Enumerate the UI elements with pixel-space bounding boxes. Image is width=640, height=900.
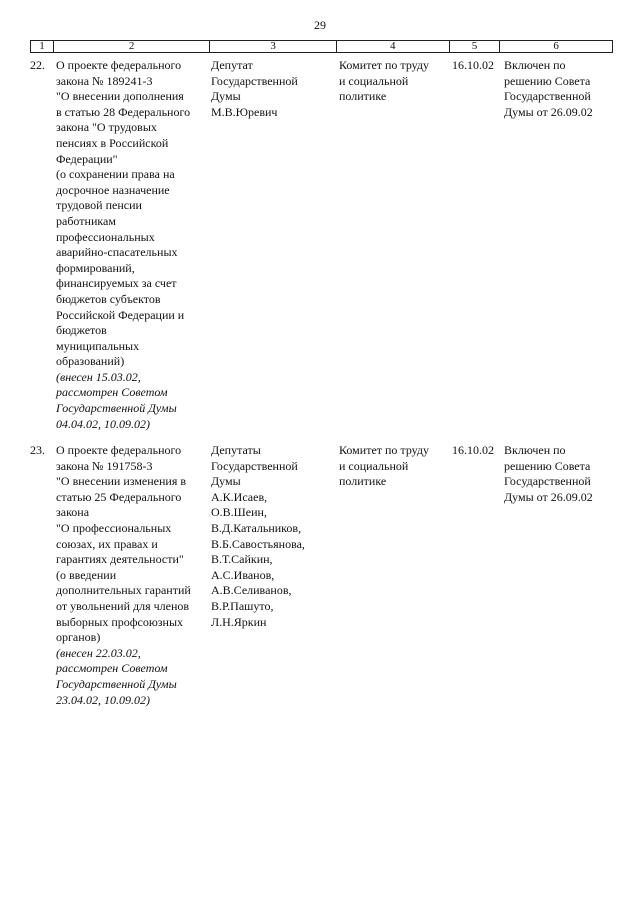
- text-line: и социальной: [339, 73, 409, 88]
- bill-authors: [211, 58, 331, 120]
- header-col-1: 1: [31, 41, 54, 52]
- text-line: трудовой пенсии: [56, 198, 142, 213]
- text-line: Государственной: [504, 89, 591, 104]
- text-line: Государственной: [211, 73, 298, 88]
- bill-note-line: (внесен 15.03.02,: [56, 369, 141, 384]
- bill-note-line: Государственной Думы: [56, 676, 177, 691]
- entry-status: [504, 443, 612, 505]
- text-line: от увольнений для членов: [56, 598, 190, 613]
- entry-number: 23.: [30, 443, 45, 457]
- text-line: закона № 189241-3: [56, 73, 153, 88]
- text-line: Включен по: [504, 443, 566, 457]
- text-line: Российской Федерации и: [56, 307, 185, 322]
- text-line: решению Совета: [504, 458, 591, 473]
- bill-authors: [211, 443, 331, 630]
- text-line: О.В.Шеин,: [211, 505, 267, 520]
- text-line: Депутат: [211, 58, 253, 72]
- text-line: бюджетов субъектов: [56, 291, 161, 306]
- text-line: образований): [56, 354, 125, 369]
- text-line: закона: [56, 505, 90, 520]
- table-header: [30, 40, 613, 53]
- text-line: решению Совета: [504, 73, 591, 88]
- text-line: Л.Н.Яркин: [211, 614, 267, 629]
- text-line: Думы: [211, 474, 241, 489]
- bill-note-line: 04.04.02, 10.09.02): [56, 416, 150, 431]
- text-line: пенсиях в Российской: [56, 135, 169, 150]
- text-line: досрочное назначение: [56, 182, 170, 197]
- text-line: А.К.Исаев,: [211, 489, 268, 504]
- bill-title: [56, 443, 208, 708]
- text-line: статью 25 Федерального: [56, 489, 182, 504]
- text-line: (о введении: [56, 567, 117, 582]
- bill-note-line: (внесен 22.03.02,: [56, 645, 141, 660]
- text-line: в статью 28 Федерального: [56, 104, 191, 119]
- text-line: О проекте федерального: [56, 58, 182, 72]
- entry-number: 22.: [30, 58, 45, 72]
- text-line: политике: [339, 474, 387, 489]
- text-line: Государственной: [211, 458, 298, 473]
- header-col-2: 2: [54, 41, 210, 52]
- text-line: дополнительных гарантий: [56, 583, 191, 598]
- text-line: формирований,: [56, 260, 135, 275]
- header-col-4: 4: [337, 41, 450, 52]
- text-line: "О внесении изменения в: [56, 474, 187, 489]
- text-line: "О профессиональных: [56, 520, 172, 535]
- text-line: "О внесении дополнения: [56, 89, 184, 104]
- text-line: Думы от 26.09.02: [504, 489, 593, 504]
- text-line: закона № 191758-3: [56, 458, 153, 473]
- entry-status: [504, 58, 612, 120]
- bill-note-line: рассмотрен Советом: [56, 661, 168, 676]
- text-line: А.С.Иванов,: [211, 567, 275, 582]
- header-col-5: 5: [450, 41, 501, 52]
- text-line: Федерации": [56, 151, 118, 166]
- text-line: работникам: [56, 213, 116, 228]
- text-line: Государственной: [504, 474, 591, 489]
- text-line: Комитет по труду: [339, 443, 430, 457]
- header-col-6: 6: [553, 40, 559, 52]
- text-line: В.Т.Сайкин,: [211, 552, 273, 567]
- text-line: муниципальных: [56, 338, 140, 353]
- text-line: А.В.Селиванов,: [211, 583, 292, 598]
- text-line: Думы от 26.09.02: [504, 104, 593, 119]
- text-line: союзах, их правах и: [56, 536, 158, 551]
- text-line: О проекте федерального: [56, 443, 182, 457]
- text-line: (о сохранении права на: [56, 167, 175, 182]
- responsible-committee: [339, 58, 449, 105]
- text-line: выборных профсоюзных: [56, 614, 184, 629]
- text-line: В.Б.Савостьянова,: [211, 536, 305, 551]
- entry-date: 16.10.02: [452, 58, 494, 72]
- text-line: В.Р.Пашуто,: [211, 598, 274, 613]
- text-line: профессиональных: [56, 229, 155, 244]
- text-line: В.Д.Катальников,: [211, 520, 302, 535]
- text-line: органов): [56, 630, 101, 645]
- bill-title: [56, 58, 208, 432]
- responsible-committee: [339, 443, 449, 490]
- text-line: политике: [339, 89, 387, 104]
- text-line: Комитет по труду: [339, 58, 430, 72]
- text-line: М.В.Юревич: [211, 104, 278, 119]
- text-line: Депутаты: [211, 443, 261, 457]
- text-line: и социальной: [339, 458, 409, 473]
- text-line: финансируемых за счет: [56, 276, 177, 291]
- header-col-3: 3: [210, 41, 337, 52]
- bill-note-line: Государственной Думы: [56, 401, 177, 416]
- bill-note-line: 23.04.02, 10.09.02): [56, 692, 150, 707]
- page-number: 29: [314, 18, 326, 32]
- text-line: гарантиях деятельности": [56, 552, 184, 567]
- bill-note-line: рассмотрен Советом: [56, 385, 168, 400]
- text-line: бюджетов: [56, 323, 107, 338]
- text-line: аварийно-спасательных: [56, 245, 178, 260]
- entry-date: 16.10.02: [452, 443, 494, 457]
- text-line: Думы: [211, 89, 241, 104]
- text-line: закона "О трудовых: [56, 120, 157, 135]
- text-line: Включен по: [504, 58, 566, 72]
